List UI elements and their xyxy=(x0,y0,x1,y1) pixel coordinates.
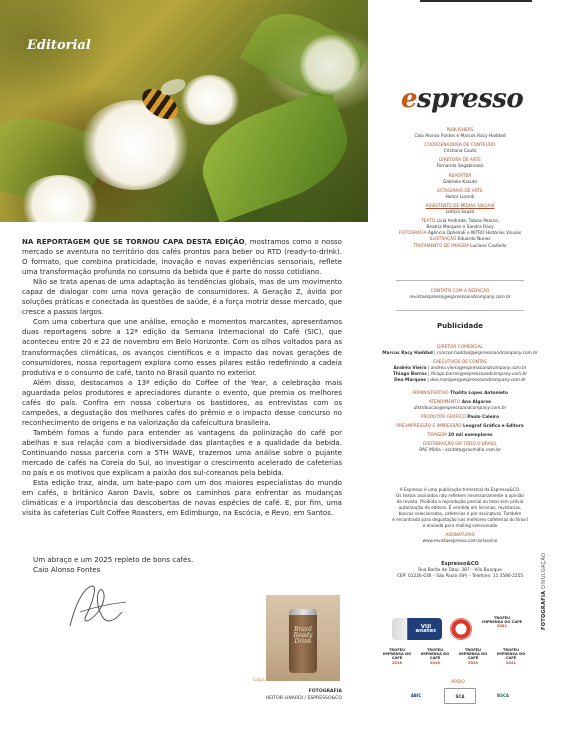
exec-row: Dea Marques | dea.marques@espressoandcompany.com.br xyxy=(394,378,526,384)
art-label: DIRETORA DE ARTE xyxy=(439,158,481,164)
director-row: Marcos Racy Haddad | marcos.haddad@espressoandcompany.com.br xyxy=(382,351,538,357)
lead-text: NA REPORTAGEM QUE SE TORNOU CAPA DESTA EDIÇÃO xyxy=(22,237,245,246)
sponsor-logo-sca xyxy=(444,688,476,704)
trofeu-label: TROFÉU xyxy=(426,648,444,652)
image-credit-line xyxy=(390,244,530,250)
closing-line: Um abraço e um 2025 repleto de bons cafés. xyxy=(33,555,194,564)
trofeu-label: TROFÉU xyxy=(464,648,482,652)
coord-label: COORDENADORA DE CONTEÚDO xyxy=(424,143,496,149)
trofeu-sub: IMPRENSA DO CAFÉ xyxy=(420,652,450,661)
notice-line: Os textos assinados não refletem necessariamente a opinião xyxy=(396,493,524,498)
photo-credit xyxy=(212,688,342,702)
producer-label: PRODUTOR GRÁFICO xyxy=(420,414,466,420)
coffee-flower xyxy=(300,35,360,95)
trofeu-label: TROFÉU xyxy=(388,648,406,652)
image-label: TRATAMENTO DE IMAGEM xyxy=(413,243,469,249)
cover-thumbnail xyxy=(266,595,340,681)
exec-email[interactable]: andrea.vieira@espressoandcompany.com.br xyxy=(430,366,527,372)
notice-line: é encontrada para degustação nas melhores cafeterias do Brasil xyxy=(392,517,528,522)
photo-credit-label: FOTOGRAFIA xyxy=(308,689,342,694)
rtd-coffee-can xyxy=(289,609,317,673)
text-label: TEXTO xyxy=(420,219,436,225)
text-names-2: Beatriz Marques e Sandra Racy xyxy=(426,225,494,231)
director-name: Marcos Racy Haddad xyxy=(382,351,433,357)
reporter-label: REPÓRTER xyxy=(448,173,472,179)
support-label: APOIO xyxy=(451,680,465,685)
trofeu-year: 2019 xyxy=(429,660,440,665)
can-lid xyxy=(289,609,317,615)
trofeu-sub: IMPRENSA DO CAFÉ xyxy=(496,652,526,661)
print-value: Leograf Gráfica e Editora xyxy=(463,423,524,429)
notice-line: A Espresso é uma publicação trimestral da Espresso&CO. xyxy=(399,487,521,492)
contact-label: CONTATO COM A REDAÇÃO xyxy=(430,289,490,294)
trofeu-award xyxy=(494,648,528,672)
contact-email[interactable]: revistaespresso@espressoandcompany.com.br xyxy=(409,295,511,301)
author-name: Caio Alonso Fontes xyxy=(33,565,101,574)
trofeu-year: 2021 xyxy=(496,624,507,629)
trofeu-award xyxy=(482,616,522,642)
contact-block xyxy=(390,286,530,301)
exec-name: Thiago Barros xyxy=(392,372,427,378)
top-rule-right xyxy=(420,0,532,2)
intern-art-value: Heitor Linardi xyxy=(445,194,475,200)
service-label: ATENDIMENTO xyxy=(428,399,461,405)
notice-line: autorização da editora. É vendida em livrarias, revistarias, xyxy=(398,505,522,510)
anatec-text: VIII anatec xyxy=(415,624,437,634)
admin-value: Thalita Lopes Antonieto xyxy=(450,390,508,396)
image-value: Luciano Castiello xyxy=(470,243,507,249)
editorial-body xyxy=(22,237,342,518)
sponsor-logo-abic xyxy=(398,688,434,702)
trofeu-award xyxy=(418,648,452,672)
trofeu-award xyxy=(380,648,414,672)
photo-credit-value: HEITOR LINARDI / ESPRESSO&CO xyxy=(265,696,342,701)
intern-art-label: ESTAGIÁRIO DE ARTE xyxy=(437,188,483,194)
sponsor-name: BSCA xyxy=(497,692,509,698)
vertical-credit-value: DIVULGAÇÃO xyxy=(541,552,547,589)
exec-email[interactable]: thiago.barros@espressoandcompany.com.br xyxy=(430,372,528,378)
espresso-logo xyxy=(401,84,524,114)
paragraph-5: Também fomos a fundo para entender as vantagens da polinização do café por abelhas e sua relação com a biodiversidade das plantações e a qualidade da bebida. Continuando nossa parceria com a 5TH WAVE, trazemos uma análise sobre o pujante mercado de cafés na Coreia do Sul, ao investigar o crescimento acelerado de cafeterias no país e os motivos que explicam a paixão dos sul-coreanos pela bebida. xyxy=(22,427,342,478)
run-value: 20 mil exemplares xyxy=(448,433,493,439)
sponsor-name: ABIC xyxy=(410,692,422,698)
exec-row: Andréa Vieira | andrea.vieira@espressoandcompany.com.br xyxy=(393,366,527,372)
publication-notice xyxy=(383,487,537,544)
company-address xyxy=(383,561,537,580)
paragraph-1 xyxy=(22,237,342,277)
notice-line: e enviada para mailing selecionado xyxy=(422,523,498,528)
trofeu-label: TROFÉU xyxy=(493,616,511,620)
service-email[interactable]: distribuicao@espressoandcompany.com.br xyxy=(413,405,507,411)
text-names: Lívia Andrade, Tobias Pearce, xyxy=(436,219,500,225)
trofeu-sub: IMPRENSA DO CAFÉ xyxy=(382,652,412,661)
section-label: Editorial xyxy=(27,38,91,53)
subscriptions-label: ASSINATURAS xyxy=(445,532,475,537)
director-label: DIRETOR COMERCIAL xyxy=(437,345,483,350)
publishers-label: PUBLISHERS xyxy=(446,128,474,133)
trofeu-year: 2021 xyxy=(505,660,516,665)
trofeu-label: TROFÉU xyxy=(502,648,520,652)
vertical-photo-credit xyxy=(541,540,547,630)
social-label: ASSISTENTE DE MÍDIAS SOCIAIS xyxy=(425,203,495,209)
subscriptions-link[interactable]: www.revistaespresso.com.br/assine xyxy=(422,538,498,543)
can-label: Brazil Ready Drink xyxy=(293,626,313,645)
photo-label: FOTOGRAFIA xyxy=(398,231,427,237)
photo-names: Agência OpheliaE e NITRO Histórias Visuais xyxy=(427,231,522,237)
admin-label: ADMINISTRATIVO xyxy=(412,390,449,396)
dist-label: DISTRIBUIÇÃO EM TODO O BRASIL xyxy=(423,442,497,448)
divider xyxy=(396,310,524,311)
street-address: Rua Barão de Tatuí, 387 – Vila Buarque xyxy=(418,568,502,574)
producer-value: Paulo Caleiro xyxy=(467,414,500,420)
social-value: Letícia Souza xyxy=(445,210,475,216)
notice-line: bancas selecionadas, cafeterias e por assinatura. Também xyxy=(398,511,522,516)
advertising-title: Publicidade xyxy=(437,322,483,330)
anatec-award-badge xyxy=(392,618,442,640)
signature-image xyxy=(62,582,132,632)
advertising-credits xyxy=(378,342,542,454)
exec-label: EXECUTIVOS DE CONTAS xyxy=(433,360,487,366)
paragraph-1-text: , mostramos como o nosso mercado se aventura no território dos cafés prontos para beber ou RTD (ready-to-drink). O formato, que combina praticidade, inovação e novas experiências sensoriais, reflete uma transformação profunda no consumo da bebida que é parte do nosso cotidiano. xyxy=(22,237,342,277)
coord-value: Cristiana Couto xyxy=(443,149,477,155)
publishers-value: Caio Alonso Fontes e Marcos Racy Haddad xyxy=(414,134,506,140)
trofeu-sub: IMPRENSA DO CAFÉ xyxy=(482,620,523,625)
trofeu-award xyxy=(456,648,490,672)
paragraph-3: Com uma cobertura que une análise, emoção e momentos marcantes, apresentamos duas reportagens sobre a 12ª edição da Semana Internacional do Café (SIC), que aconteceu entre 20 e 22 de novembro em Belo Horizonte. Com os olhos voltados para as transformações climáticas, os avanços científicos e o impacto das novas gerações de consumidores, nossa reportagem explora como esses pilares estão redefinindo a cadeia produtiva e o consumo de café, tanto no Brasil quanto no exterior. xyxy=(22,317,342,377)
coffee-flower xyxy=(180,75,240,125)
city-phone: CEP: 01226-030 – São Paulo (SP) – Telefone: 11 3586-2255 xyxy=(396,574,524,580)
masthead-credits xyxy=(390,125,530,250)
exec-row: Thiago Barros | thiago.barros@espressoandcompany.com.br xyxy=(392,372,528,378)
notice-line: da revista. Proibida a reprodução parcial ou total sem prévia xyxy=(396,499,524,504)
hero-photo-bee-coffee-flower xyxy=(0,0,368,222)
run-line xyxy=(378,433,542,439)
reporter-value: Gabriela Kasuto xyxy=(442,179,478,185)
exec-email[interactable]: dea.marques@espressoandcompany.com.br xyxy=(430,378,526,384)
run-label: TIRAGEM xyxy=(427,433,447,439)
trofeu-year: 2018 xyxy=(391,660,402,665)
director-email[interactable]: marcos.haddad@espressoandcompany.com.br xyxy=(436,351,538,357)
illus-label: ILUSTRAÇÃO xyxy=(429,237,457,243)
company-name: Espresso&CO xyxy=(441,561,479,567)
sponsor-logo-bsca xyxy=(486,688,520,702)
vertical-credit-label: FOTOGRAFIA xyxy=(541,590,547,630)
print-label: PRÉ-IMPRESSÃO E IMPRESSÃO xyxy=(396,423,462,429)
signoff xyxy=(33,555,193,575)
paragraph-2: Não se trata apenas de uma adaptação às tendências globais, mas de um movimento capaz de dialogar com uma nova geração de consumidores. A Geração Z, ávida por soluções práticas e conectada às questões de saúde, é a força motriz desse mercado, que cresce a passos largos. xyxy=(22,277,342,317)
red-seal-icon xyxy=(450,618,472,640)
trofeu-sub: IMPRENSA DO CAFÉ xyxy=(458,652,488,661)
logo-rest: spresso xyxy=(417,84,524,114)
cover-caption: Capa xyxy=(253,678,265,683)
paragraph-4: Além disso, destacamos a 13ª edição do Coffee of the Year, a celebração mais aguardada pelos produtores e apreciadores durante o evento, que premia os melhores cafés do país. Confira em nossa cobertura os bastidores, as entrevistas com os campeões, a degustação dos melhores cafés do prêmio e o impacto desse concurso no reconhecimento de origens e na valorização da cafeicultura brasileira. xyxy=(22,377,342,427)
service-value: Ana Algarve xyxy=(461,399,492,405)
art-value: Fernanda Segabinazzi xyxy=(436,164,484,170)
exec-name: Andréa Vieira xyxy=(393,366,427,372)
paragraph-6: Esta edição traz, ainda, um bate-papo com um dos maiores especialistas do mundo em cafés, o britânico Aaron Davis, sobre os caminhos para enfrentar as mudanças climáticas e a importância das descobertas de novas espécies de café. E, por fim, uma visita às cafeterias Cult Coffee Roasters, em Edimburgo, na Escócia, e Revo, em Santos. xyxy=(22,478,342,518)
sponsor-name: SCA xyxy=(455,693,465,699)
dist-value: RAC Mídia - contato@racmidia.com.br xyxy=(419,448,501,454)
logo-e: e xyxy=(401,84,418,114)
trofeu-year: 2020 xyxy=(467,660,478,665)
exec-name: Dea Marques xyxy=(394,378,426,384)
print-line xyxy=(378,424,542,430)
illus-value: Eduardo Nunes xyxy=(457,237,491,243)
divider xyxy=(396,280,524,281)
